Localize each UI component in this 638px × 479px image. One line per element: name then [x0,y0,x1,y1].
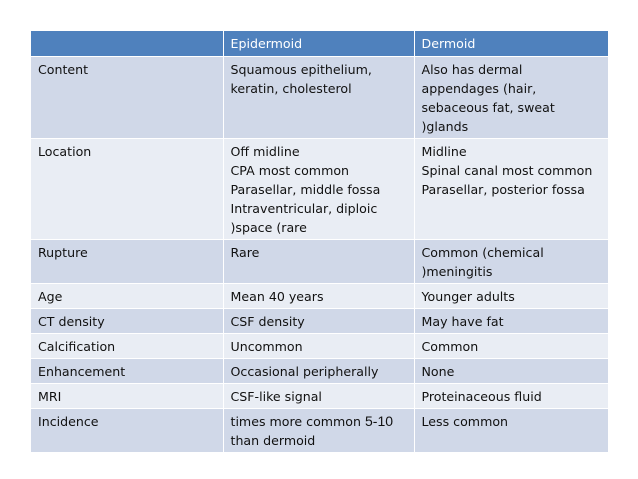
cell-line: sebaceous fat, sweat [421,100,555,115]
cell-line: Common [421,339,479,354]
cell-line: May have fat [421,314,504,329]
dermoid-cell [414,240,608,284]
cell-line: Less common [421,414,509,429]
epidermoid-cell [223,409,414,453]
cell-line: Uncommon [230,339,303,354]
dermoid-cell [414,409,608,453]
cell-line: Younger adults [421,289,515,304]
row-label: Calcification [31,334,223,359]
table-row-enhancement [31,359,608,384]
cell-line: Also has dermal [421,62,523,77]
cell-line: Common (chemical [421,245,544,260]
cell-line: Midline [421,144,467,159]
cell-line: Off midline [230,144,300,159]
cell-line: keratin, cholesterol [230,81,352,96]
header-epidermoid: Epidermoid [223,31,414,57]
cell-line: Mean 40 years [230,289,324,304]
table-row-location [31,139,608,240]
row-label: MRI [31,384,223,409]
cell-line: Spinal canal most common [421,163,593,178]
dermoid-cell [414,284,608,309]
incidence-text: times more common [230,414,361,429]
row-label: Location [31,139,223,240]
epidermoid-cell [223,57,414,139]
epidermoid-cell [223,284,414,309]
row-label: CT density [31,309,223,334]
table-header-row [31,31,608,57]
table-row-age [31,284,608,309]
cell-line: )meningitis [421,264,493,279]
cell-line: Parasellar, posterior fossa [421,182,585,197]
epidermoid-cell [223,139,414,240]
cell-line: Intraventricular, diploic [230,201,378,216]
cell-line: CSF density [230,314,305,329]
epidermoid-cell [223,240,414,284]
epidermoid-cell [223,384,414,409]
epidermoid-cell [223,334,414,359]
cell-line: Occasional peripherally [230,364,379,379]
dermoid-cell [414,309,608,334]
table-row-incidence [31,409,608,453]
table-row-ct-density [31,309,608,334]
cell-line: )space (rare [230,220,307,235]
row-label: Age [31,284,223,309]
epidermoid-cell [223,309,414,334]
row-label: Content [31,57,223,139]
table-row-content [31,57,608,139]
cell-line: Squamous epithelium, [230,62,372,77]
cell-line: )glands [421,119,469,134]
comparison-table [31,31,608,452]
cell-line: CPA most common [230,163,350,178]
row-label: Rupture [31,240,223,284]
cell-line: None [421,364,455,379]
table-row-rupture [31,240,608,284]
cell-line: Rare [230,245,260,260]
dermoid-cell [414,139,608,240]
header-empty-cell [31,31,223,57]
cell-line: than dermoid [230,433,316,448]
dermoid-cell [414,57,608,139]
cell-line: Parasellar, middle fossa [230,182,381,197]
dermoid-cell [414,334,608,359]
epidermoid-cell [223,359,414,384]
dermoid-cell [414,384,608,409]
table-row-mri [31,384,608,409]
cell-line: appendages (hair, [421,81,537,96]
cell-line: CSF-like signal [230,389,322,404]
comparison-table-wrapper [31,31,608,452]
row-label: Incidence [31,409,223,453]
row-label: Enhancement [31,359,223,384]
cell-line [231,412,407,431]
incidence-number: 5-10 [365,413,394,429]
header-dermoid: Dermoid [414,31,608,57]
table-row-calcification [31,334,608,359]
dermoid-cell [414,359,608,384]
cell-line: Proteinaceous fluid [421,389,542,404]
